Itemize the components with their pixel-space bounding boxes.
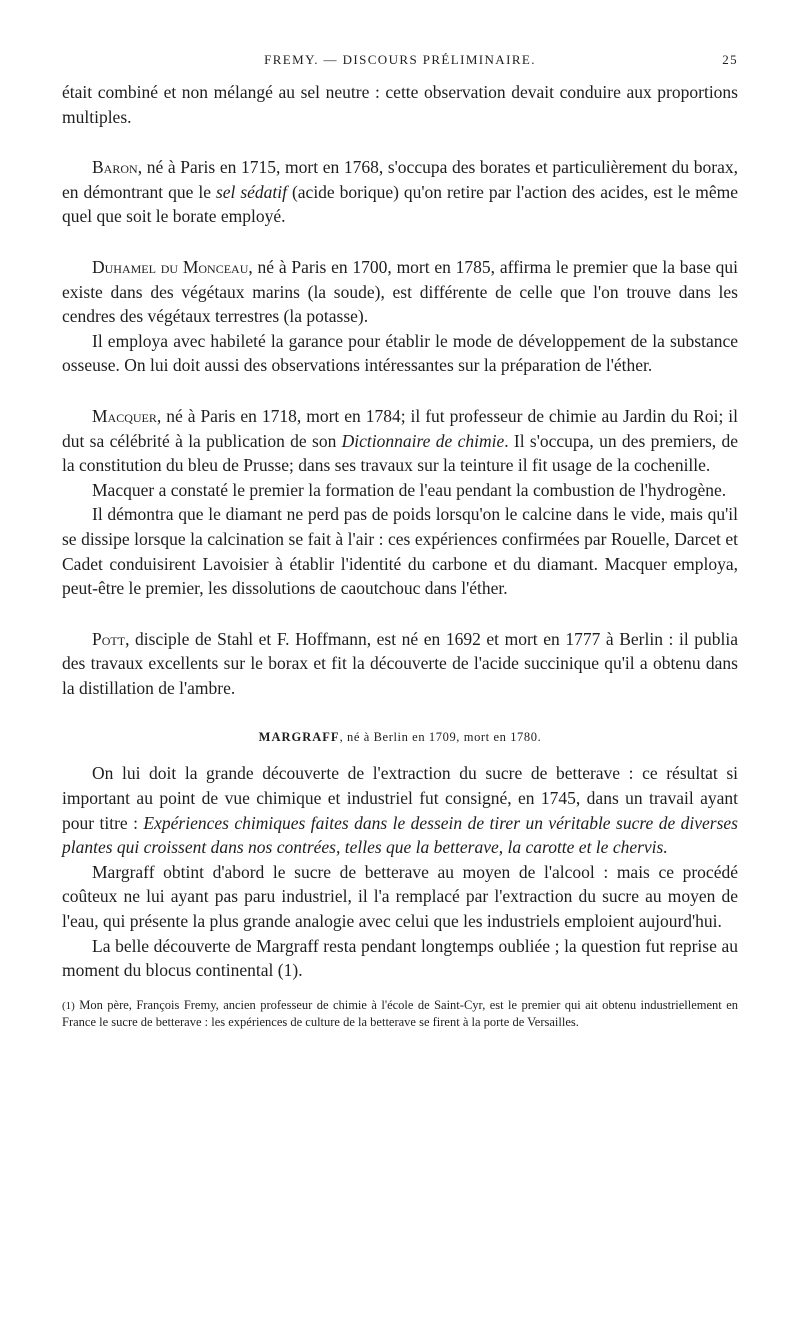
paragraph-macquer-3 (62, 502, 738, 600)
person-name: Pott (92, 628, 126, 649)
paragraph-text: était combiné et non mélangé au sel neutre : cette observation devait conduire aux proportions multiples. (62, 82, 738, 127)
footnote-text: Mon père, François Fremy, ancien professeur de chimie à l'école de Saint-Cyr, est le premier qui ait obtenu industriellement en France le sucre de betterave : les expériences de culture de la betterave se firent à la porte de Versailles. (62, 997, 738, 1030)
running-header (62, 52, 738, 72)
person-name: Baron (92, 157, 138, 178)
page-number: 25 (722, 52, 738, 67)
paragraph-text: , né à Paris en 1700, mort en 1785, affirma le premier que la base qui existe dans des végétaux marins (la soude), est différente de celle que l'on trouve dans les cendres des végétaux terrestres (la potasse). (62, 256, 739, 327)
paragraph-text: , né à Paris en 1715, mort en 1768, s'occupa des borates et particulièrement du borax, en démontrant que le (62, 157, 738, 202)
paragraph-baron (62, 155, 738, 229)
paragraph-macquer (62, 404, 738, 478)
heading-text: , né à Berlin en 1709, mort en 1780. (339, 730, 542, 745)
paragraph-text: , né à Paris en 1718, mort en 1784; il fut professeur de chimie au Jardin du Roi; il dut sa célébrité à la publication de son (62, 405, 738, 451)
paragraph-margraff (62, 761, 738, 859)
paragraph-duhamel (62, 255, 738, 329)
paragraph-duhamel-2 (62, 329, 738, 378)
paragraph-text: Macquer a constaté le premier la formation de l'eau pendant la combustion de l'hydrogène. (92, 479, 727, 500)
person-name: Duhamel du Monceau (92, 256, 249, 277)
paragraph-pott (62, 627, 738, 701)
footnote (62, 997, 738, 1031)
paragraph-text: Il démontra que le diamant ne perd pas de poids lorsqu'on le calcine dans le vide, mais qu'il se dissipe lorsque la calcination se fait à l'air : ces expériences confirmées par Rouelle, Darcet et Cadet conduisirent Lavoisier à établir l'identité du carbone et du diamant. Macquer employa, peut-être le premier, les dissolutions de caoutchouc dans l'éther. (62, 504, 738, 599)
paragraph-macquer-2 (62, 478, 738, 503)
running-title: FREMY. — DISCOURS PRÉLIMINAIRE. (264, 52, 536, 67)
paragraph-text: Margraff obtint d'abord le sucre de betterave au moyen de l'alcool : mais ce procédé coûteux ne lui ayant pas paru industriel, il l'a remplacé par l'extraction du sucre au moyen de l'eau, qui présente la plus grande analogie avec celui que les industriels emploient aujourd'hui. (62, 861, 738, 932)
paragraph-text: , disciple de Stahl et F. Hoffmann, est né en 1692 et mort en 1777 à Berlin : il publia des travaux excellents sur le borax et fit la découverte de l'acide succinique qu'il a obtenu dans la distillation de l'ambre. (62, 628, 738, 698)
paragraph-text: La belle découverte de Margraff resta pendant longtemps oubliée ; la question fut reprise au moment du blocus continental (1). (62, 935, 738, 981)
footnote-mark: (1) (62, 999, 75, 1012)
paragraph-margraff-3 (62, 934, 738, 983)
paragraph-text: . Il s'occupa, un des premiers, de la constitution du bleu de Prusse; dans ses travaux sur la teinture il fit usage de la cochenille. (62, 430, 738, 476)
person-name: Macquer (92, 405, 157, 426)
italic-title: Expériences chimiques faites dans le dessein de tirer un véritable sucre de diverses plantes qui croissent dans nos contrées, telles que la betterave, la carotte et le chervis. (62, 812, 738, 858)
paragraph-text: Il employa avec habileté la garance pour établir le mode de développement de la substance osseuse. On lui doit aussi des observations intéressantes sur la préparation de l'éther. (62, 330, 738, 376)
italic-term: sel sédatif (215, 181, 287, 202)
paragraph-text: (acide borique) qu'on retire par l'action des acides, est le même quel que soit le borate employé. (62, 181, 738, 227)
italic-title: Dictionnaire de chimie (341, 430, 505, 451)
paragraph-continuation (62, 80, 738, 129)
paragraph-margraff-2 (62, 860, 738, 934)
heading-name: MARGRAFF (258, 730, 340, 745)
section-heading-margraff (62, 730, 738, 745)
page-body (62, 80, 738, 1031)
paragraph-text: On lui doit la grande découverte de l'extraction du sucre de betterave : ce résultat si important au point de vue chimique et industriel fut consigné, en 1745, dans un travail ayant pour titre : (62, 763, 738, 833)
